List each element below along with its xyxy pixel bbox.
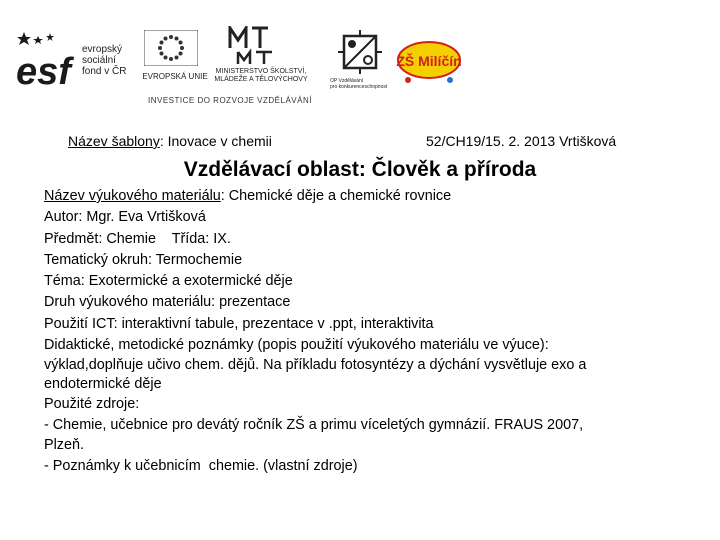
source-line: - Chemie, učebnice pro devátý ročník ZŠ a primu víceletých gymnázií. FRAUS 2007,: [44, 417, 584, 434]
msmt-mark-icon: [228, 26, 274, 66]
sources-label: Použité zdroje:: [44, 396, 140, 413]
invest-caption: INVESTICE DO ROZVOJE VZDĚLÁVÁNÍ: [148, 96, 312, 105]
author-line: Autor: Mgr. Eva Vrtišková: [44, 209, 206, 226]
page-title: Vzdělávací oblast: Člověk a příroda: [183, 158, 537, 181]
material-type-line: Druh výukového materiálu: prezentace: [44, 294, 291, 311]
template-value: : Inovace v chemii: [159, 133, 272, 149]
esf-caption: [82, 44, 126, 77]
eu-logo: [136, 30, 210, 100]
msmt-caption: [202, 68, 320, 84]
metadata-list: [44, 186, 700, 478]
school-logo-text: ZŠ Milíčín: [396, 53, 462, 69]
esf-caption-line: sociální: [82, 55, 116, 66]
didactic-line: Didaktické, metodické poznámky (popis použití výukového materiálu ve výuce):: [44, 337, 549, 354]
op-mark-icon: [338, 30, 382, 74]
template-label: Název šablony: [68, 133, 160, 149]
template-name: [68, 133, 272, 149]
reference-code: 52/CH19/15. 2. 2013 Vrtišková: [426, 133, 617, 149]
material-name-line: [44, 186, 700, 207]
msmt-caption-line: MINISTERSTVO ŠKOLSTVÍ,: [215, 68, 307, 75]
source-line: - Poznámky k učebnicím chemie. (vlastní zdroje): [44, 458, 358, 475]
didactic-line: výklad,doplňuje učivo chem. dějů. Na příkladu fotosyntézy a dýchání vysvětluje exo a: [44, 357, 587, 374]
op-caption-line: OP Vzdělávání: [330, 78, 364, 84]
eu-caption: EVROPSKÁ UNIE: [142, 72, 208, 81]
didactic-notes: [44, 335, 700, 394]
subject-line: Předmět: Chemie Třída: IX.: [44, 230, 231, 247]
msmt-logo: [202, 24, 320, 104]
ict-line: Použití ICT: interaktivní tabule, prezentace v .ppt, interaktivita: [44, 315, 434, 332]
school-logo: [396, 38, 462, 86]
msmt-caption-line: MLÁDEŽE A TĚLOVÝCHOVY: [214, 76, 308, 83]
op-caption-line: pro konkurenceschopnost: [330, 84, 388, 90]
svg-text:esf: esf: [16, 51, 71, 88]
material-name-label: Název výukového materiálu: [44, 188, 221, 204]
eu-flag-icon: [144, 30, 198, 66]
topic-area-line: Tematický okruh: Termochemie: [44, 251, 243, 268]
op-caption: [330, 78, 400, 90]
esf-caption-line: evropský: [82, 44, 123, 55]
logo-banner: [14, 24, 464, 114]
material-name-value: : Chemické děje a chemické rovnice: [220, 188, 452, 204]
didactic-line: endotermické děje: [44, 376, 162, 393]
source-item: [44, 415, 700, 455]
source-line: Plzeň.: [44, 437, 84, 454]
esf-mark-icon: [14, 30, 78, 88]
op-vk-logo: [330, 30, 394, 100]
esf-logo: [14, 30, 140, 106]
esf-caption-line: fond v ČR: [82, 66, 127, 77]
theme-line: Téma: Exotermické a exotermické děje: [44, 273, 293, 290]
